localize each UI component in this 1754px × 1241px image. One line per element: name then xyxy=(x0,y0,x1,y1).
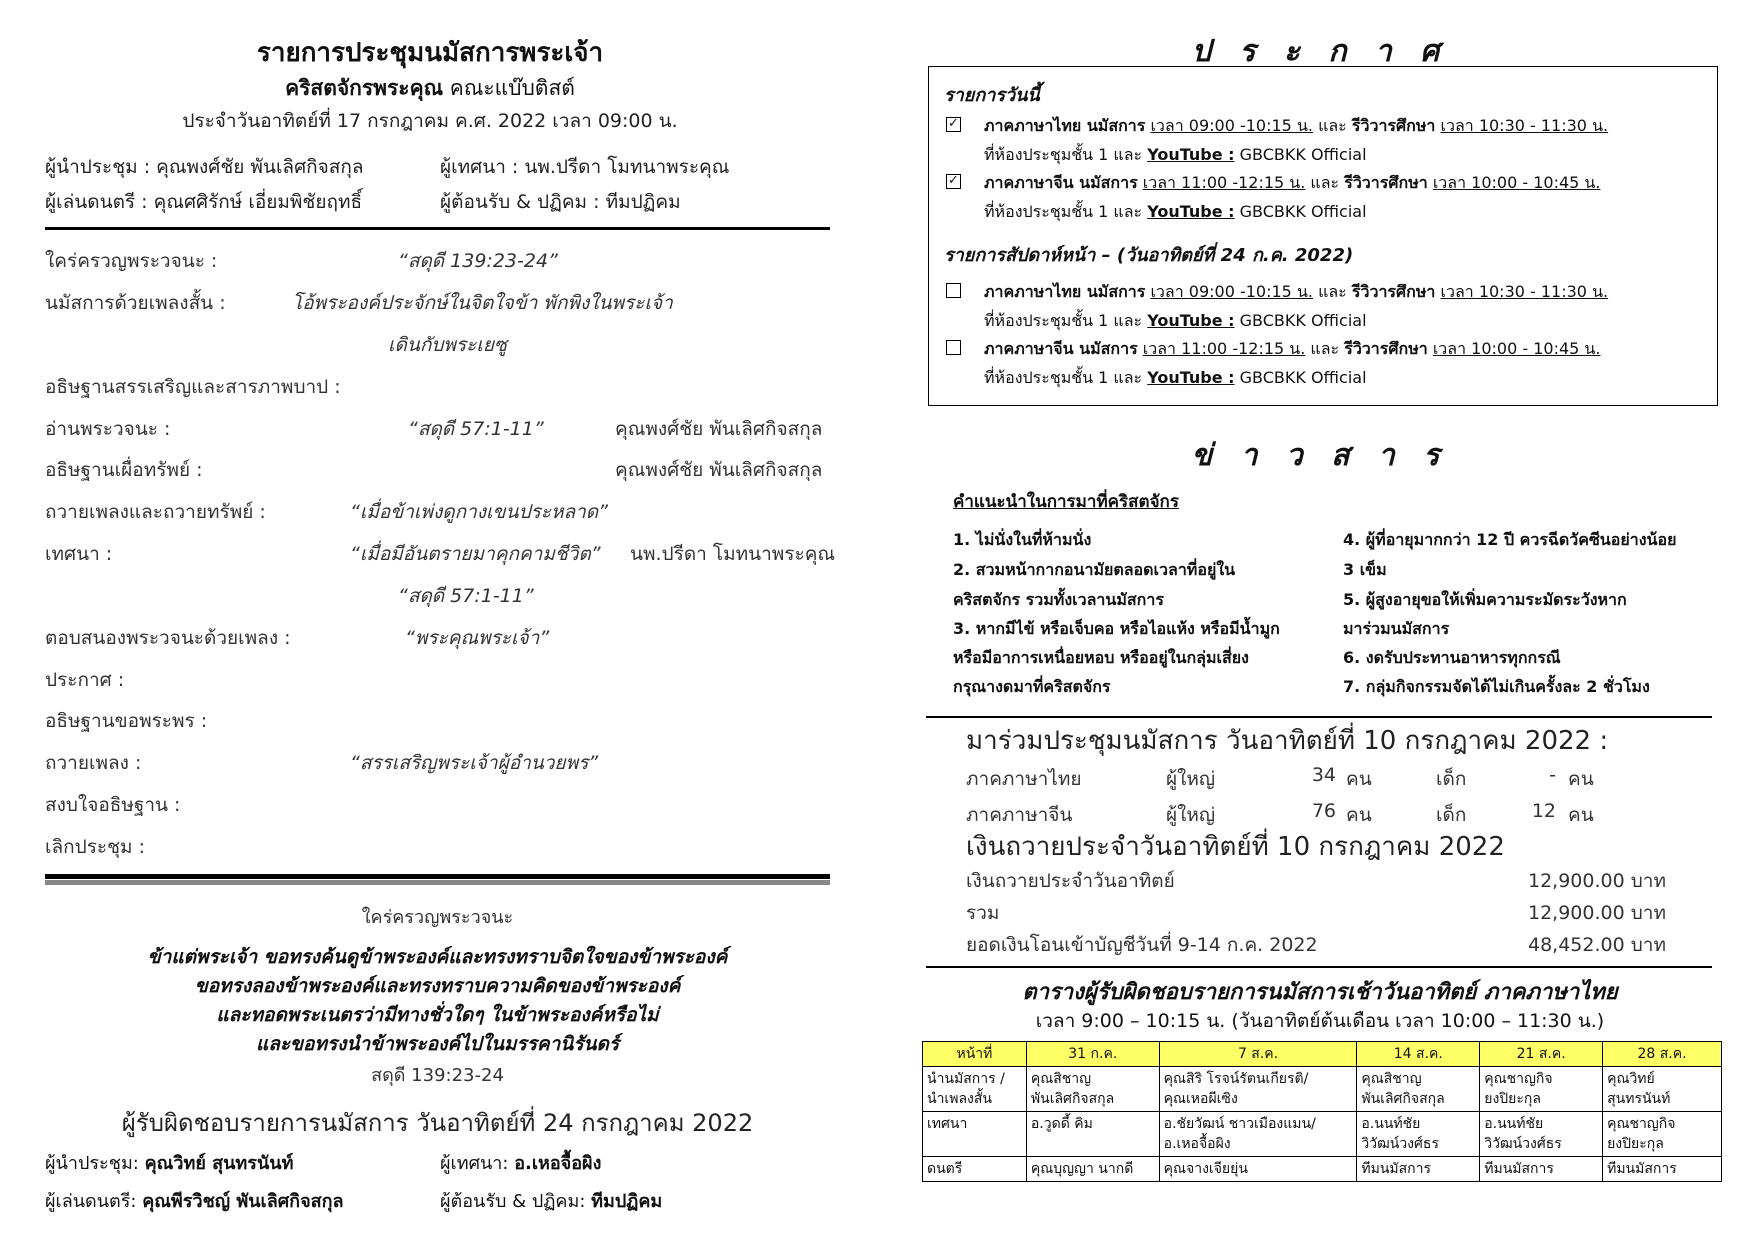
cell-line: พันเลิศกิจสกุล xyxy=(1361,1091,1445,1107)
preacher: ผู้เทศนา : นพ.ปรีดา โมทนาพระคุณ xyxy=(440,156,730,178)
role-cell xyxy=(923,1067,1027,1112)
adult-label: ผู้ใหญ่ xyxy=(1166,768,1216,790)
table-cell xyxy=(1480,1157,1603,1182)
news-subheading: คำแนะนำในการมาที่คริสตจักร xyxy=(953,492,1179,512)
order-item: “สดุดี 57:1-11” xyxy=(398,585,534,607)
next-preacher xyxy=(440,1148,601,1177)
order-item: “เมื่อข้าเพ่งดูกางเขนประหลาด” xyxy=(350,501,608,523)
next-week-announcements-heading: รายการสัปดาห์หน้า – (วันอาทิตย์ที่ 24 ก.ค. 2022) xyxy=(944,245,1354,266)
order-item: “สรรเสริญพระเจ้าผู้อำนวยพร” xyxy=(350,752,599,774)
church-name-bold: คริสตจักรพระคุณ xyxy=(285,76,444,100)
schedule-table xyxy=(922,1041,1722,1182)
next-leader xyxy=(45,1148,293,1177)
offering-amount: 48,452.00 บาท xyxy=(1528,934,1666,956)
order-item: “เมื่อมีอันตรายมาคุกคามชีวิต” xyxy=(350,543,601,565)
verse-line: ขอทรงลองข้าพระองค์และทรงทราบความคิดของข้าพระองค์ xyxy=(194,975,681,997)
announcement-location xyxy=(984,309,1367,334)
order-item: “สดุดี 57:1-11” xyxy=(408,418,544,440)
service-time: เวลา 09:00 -10:15 น. xyxy=(1150,282,1313,301)
table-cell xyxy=(1603,1157,1722,1182)
next-musician-name: คุณพีรวิชญ์ พันเลิศกิจสกุล xyxy=(142,1191,344,1212)
guideline-line: คริสตจักร รวมทั้งเวลานมัสการ xyxy=(953,590,1164,609)
guideline-line: 5. ผู้สูงอายุขอให้เพิ่มความระมัดระวังหาก xyxy=(1343,590,1627,609)
unit: คน xyxy=(1568,804,1594,826)
checkbox-checked-icon: ✓ xyxy=(946,174,961,189)
announcement-location xyxy=(984,143,1367,168)
table-row xyxy=(923,1067,1722,1112)
service-name: ภาคภาษาไทย นมัสการ xyxy=(984,282,1146,301)
cell-line: คุณสิชาญ xyxy=(1030,1071,1092,1087)
cell-line: คุณวิทย์ xyxy=(1607,1071,1655,1087)
checkbox-unchecked-icon xyxy=(946,340,961,355)
meditation-heading: ใคร่ครวญพระวจนะ xyxy=(361,907,514,928)
program-title: รายการประชุมนมัสการพระเจ้า xyxy=(256,38,604,68)
service-date: ประจำวันอาทิตย์ที่ 17 กรกฎาคม ค.ศ. 2022 เวลา 09:00 น. xyxy=(182,110,678,132)
guideline-line: หรือมีอาการเหนื่อยหอบ หรืออยู่ในกลุ่มเสี่ยง xyxy=(953,648,1249,667)
checkbox-unchecked-icon xyxy=(946,283,961,298)
table-cell xyxy=(1159,1112,1357,1157)
offering-label: เงินถวายประจำวันอาทิตย์ xyxy=(966,870,1175,892)
class-time: เวลา 10:30 - 11:30 น. xyxy=(1440,116,1609,135)
table-cell xyxy=(1026,1112,1159,1157)
checkbox-checked-icon: ✓ xyxy=(946,117,961,132)
divider xyxy=(45,874,830,879)
service-time: เวลา 09:00 -10:15 น. xyxy=(1150,116,1313,135)
church-name xyxy=(30,72,830,105)
order-label: ถวายเพลง : xyxy=(45,752,142,774)
table-header-cell: 28 ส.ค. xyxy=(1603,1042,1722,1067)
next-preacher-label: ผู้เทศนา: xyxy=(440,1153,509,1174)
order-label: อ่านพระวจนะ : xyxy=(45,418,171,440)
schedule-heading: ตารางผู้รับผิดชอบรายการนมัสการเช้าวันอาทิตย์ ภาคภาษาไทย xyxy=(1022,980,1618,1005)
cell-line: ทีมนมัสการ xyxy=(1484,1161,1554,1177)
table-cell xyxy=(1159,1067,1357,1112)
role-cell xyxy=(923,1157,1027,1182)
announcement-location xyxy=(984,200,1367,225)
guideline-line: 6. งดรับประทานอาหารทุกกรณี xyxy=(1343,648,1561,667)
youtube-link[interactable]: YouTube : xyxy=(1147,311,1235,330)
channel-name: GBCBKK Official xyxy=(1239,145,1367,164)
class-time: เวลา 10:30 - 11:30 น. xyxy=(1440,282,1609,301)
order-label: ตอบสนองพระวจนะด้วยเพลง : xyxy=(45,627,291,649)
order-label: อธิษฐานเผื่อทรัพย์ : xyxy=(45,459,203,481)
verse-line: และขอทรงนำข้าพระองค์ไปในมรรคานิรันดร์ xyxy=(255,1033,620,1055)
verse-reference: สดุดี 139:23-24 xyxy=(371,1065,504,1086)
table-row xyxy=(923,1112,1722,1157)
child-label: เด็ก xyxy=(1436,768,1467,790)
table-cell xyxy=(1159,1157,1357,1182)
offering-amount: 12,900.00 บาท xyxy=(1528,902,1666,924)
adult-label: ผู้ใหญ่ xyxy=(1166,804,1216,826)
cell-line: คุณบุญญา นากดี xyxy=(1030,1161,1134,1177)
cell-line: อ.วูดดี้ คิม xyxy=(1030,1116,1093,1132)
cell-line: สุนทรนันท์ xyxy=(1607,1091,1671,1107)
order-label: เลิกประชุม : xyxy=(45,836,145,858)
service-name: ภาคภาษาจีน นมัสการ xyxy=(984,339,1138,358)
attendance-group: ภาคภาษาจีน xyxy=(966,804,1073,826)
today-heading: รายการวันนี้ xyxy=(944,85,1040,106)
channel-name: GBCBKK Official xyxy=(1239,368,1367,387)
table-header-row xyxy=(923,1042,1722,1067)
next-leader-name: คุณวิทย์ สุนทรนันท์ xyxy=(144,1153,294,1174)
cell-line: วิวัฒน์วงศ์ธร xyxy=(1484,1136,1562,1152)
cell-line: นำนมัสการ / xyxy=(927,1071,1005,1087)
divider xyxy=(926,716,1712,718)
offering-label: ยอดเงินโอนเข้าบัญชีวันที่ 9-14 ก.ค. 2022 xyxy=(966,934,1318,956)
service-name: ภาคภาษาจีน นมัสการ xyxy=(984,173,1138,192)
order-label: ถวายเพลงและถวายทรัพย์ : xyxy=(45,501,266,523)
divider xyxy=(45,227,830,230)
next-preacher-name: อ.เหอจื้อผิง xyxy=(514,1153,602,1174)
cell-line: อ.นนท์ชัย xyxy=(1484,1116,1544,1132)
order-label: อธิษฐานสรรเสริญและสารภาพบาป : xyxy=(45,376,341,398)
unit: คน xyxy=(1568,768,1594,790)
guideline-line: 1. ไม่นั่งในที่ห้ามนั่ง xyxy=(953,530,1092,549)
announcement-line xyxy=(984,280,1608,305)
cell-line: ดนตรี xyxy=(927,1161,963,1177)
order-item: “พระคุณพระเจ้า” xyxy=(405,627,550,649)
cell-line: คุณสิริ โรจน์รัตนเกียรติ/ xyxy=(1163,1071,1309,1087)
divider xyxy=(926,966,1712,968)
divider-shadow xyxy=(45,880,830,885)
adult-count: 76 xyxy=(1311,800,1336,822)
table-cell xyxy=(1603,1112,1722,1157)
conjunction: และ xyxy=(1310,339,1340,358)
location: ที่ห้องประชุมชั้น 1 และ xyxy=(984,145,1143,164)
cell-line: พันเลิศกิจสกุล xyxy=(1030,1091,1115,1107)
cell-line: วิวัฒน์วงศ์ธร xyxy=(1361,1136,1439,1152)
cell-line: นำเพลงสั้น xyxy=(927,1091,992,1107)
guideline-line: 3. หากมีไข้ หรือเจ็บคอ หรือไอแห้ง หรือมีน้ำมูก xyxy=(953,619,1280,638)
attendance-heading: มาร่วมประชุมนมัสการ วันอาทิตย์ที่ 10 กรกฎาคม 2022 : xyxy=(966,726,1609,756)
channel-name: GBCBKK Official xyxy=(1239,202,1367,221)
service-time: เวลา 11:00 -12:15 น. xyxy=(1142,173,1306,192)
next-leader-label: ผู้นำประชุม: xyxy=(45,1153,139,1174)
table-row xyxy=(923,1157,1722,1182)
order-person: คุณพงศ์ชัย พันเลิศกิจสกุล xyxy=(615,459,823,481)
usher: ผู้ต้อนรับ & ปฏิคม : ทีมปฏิคม xyxy=(440,191,681,213)
cell-line: คุณชาญกิจ xyxy=(1484,1071,1553,1087)
cell-line: คุณจางเจียยุ่น xyxy=(1163,1161,1248,1177)
child-label: เด็ก xyxy=(1436,804,1467,826)
order-label: สงบใจอธิษฐาน : xyxy=(45,794,181,816)
attendance-group: ภาคภาษาไทย xyxy=(966,768,1082,790)
cell-line: คุณเหอผีเซิง xyxy=(1163,1091,1238,1107)
cell-line: ทีมนมัสการ xyxy=(1607,1161,1677,1177)
cell-line: ยงปิยะกุล xyxy=(1607,1136,1664,1152)
guideline-line: 4. ผู้ที่อายุมากกว่า 12 ปี ควรฉีดวัคซีนอย่างน้อย xyxy=(1343,530,1677,549)
table-cell xyxy=(1357,1112,1480,1157)
table-cell xyxy=(1480,1112,1603,1157)
unit: คน xyxy=(1346,804,1372,826)
next-musician-label: ผู้เล่นดนตรี: xyxy=(45,1191,137,1212)
next-usher-name: ทีมปฏิคม xyxy=(591,1191,663,1212)
table-cell xyxy=(1357,1157,1480,1182)
class-name: รีวิวารศึกษา xyxy=(1344,173,1428,192)
service-time: เวลา 11:00 -12:15 น. xyxy=(1142,339,1306,358)
conjunction: และ xyxy=(1318,282,1347,301)
order-label: ใคร่ครวญพระวจนะ : xyxy=(45,250,218,272)
table-header-cell: 7 ส.ค. xyxy=(1159,1042,1357,1067)
announcement-line xyxy=(984,114,1608,139)
guideline-line: 3 เข็ม xyxy=(1343,560,1387,579)
order-label: ประกาศ : xyxy=(45,669,125,691)
announcement-location xyxy=(984,366,1367,391)
table-header-cell: หน้าที่ xyxy=(923,1042,1027,1067)
next-usher-label: ผู้ต้อนรับ & ปฏิคม: xyxy=(440,1191,586,1212)
conjunction: และ xyxy=(1310,173,1340,192)
unit: คน xyxy=(1346,768,1372,790)
cell-line: คุณชาญกิจ xyxy=(1607,1116,1676,1132)
class-name: รีวิวารศึกษา xyxy=(1351,282,1436,301)
order-item: โอ้พระองค์ประจักษ์ในจิตใจข้า พักพิงในพระเจ้า xyxy=(292,292,673,314)
class-name: รีวิวารศึกษา xyxy=(1351,116,1436,135)
child-count: 12 xyxy=(1531,800,1556,822)
order-label: เทศนา : xyxy=(45,543,113,565)
table-header-cell: 31 ก.ค. xyxy=(1026,1042,1159,1067)
announcement-line xyxy=(984,337,1600,362)
announcements-heading: ป ร ะ ก า ศ xyxy=(1191,34,1449,69)
cell-line: คุณสิชาญ xyxy=(1361,1071,1422,1087)
adult-count: 34 xyxy=(1311,764,1336,786)
musician: ผู้เล่นดนตรี : คุณศศิรักษ์ เอี่ยมพิชัยฤทธิ์ xyxy=(45,191,363,213)
location: ที่ห้องประชุมชั้น 1 และ xyxy=(984,368,1143,387)
class-time: เวลา 10:00 - 10:45 น. xyxy=(1432,339,1601,358)
leader: ผู้นำประชุม : คุณพงศ์ชัย พันเลิศกิจสกุล xyxy=(45,156,364,178)
order-item: เดินกับพระเยซู xyxy=(388,334,507,356)
schedule-subheading: เวลา 9:00 – 10:15 น. (วันอาทิตย์ต้นเดือน เวลา 10:00 – 11:30 น.) xyxy=(1035,1010,1605,1032)
table-header-cell: 14 ส.ค. xyxy=(1357,1042,1480,1067)
order-label: อธิษฐานขอพระพร : xyxy=(45,710,208,732)
role-cell xyxy=(923,1112,1027,1157)
table-cell xyxy=(1026,1067,1159,1112)
class-name: รีวิวารศึกษา xyxy=(1344,339,1428,358)
location: ที่ห้องประชุมชั้น 1 และ xyxy=(984,311,1143,330)
next-week-heading: ผู้รับผิดชอบรายการนมัสการ วันอาทิตย์ที่ 24 กรกฎาคม 2022 xyxy=(121,1109,754,1137)
next-usher xyxy=(440,1186,662,1215)
conjunction: และ xyxy=(1318,116,1347,135)
channel-name: GBCBKK Official xyxy=(1239,311,1367,330)
verse-line: และทอดพระเนตรว่ามีทางชั่วใดๆ ในข้าพระองค์หรือไม่ xyxy=(216,1004,659,1026)
order-label: นมัสการด้วยเพลงสั้น : xyxy=(45,292,226,314)
cell-line: เทศนา xyxy=(927,1116,968,1132)
church-denomination: คณะแบ๊บติสต์ xyxy=(449,76,575,100)
table-header-cell: 21 ส.ค. xyxy=(1480,1042,1603,1067)
guideline-line: 7. กลุ่มกิจกรรมจัดได้ไม่เกินครั้งละ 2 ชั่วโมง xyxy=(1343,677,1650,696)
table-cell xyxy=(1480,1067,1603,1112)
guideline-line: มาร่วมนมัสการ xyxy=(1343,619,1450,638)
offering-amount: 12,900.00 บาท xyxy=(1528,870,1666,892)
news-heading: ข่ า ว ส า ร xyxy=(1191,438,1449,473)
order-person: นพ.ปรีดา โมทนาพระคุณ xyxy=(630,543,836,565)
guideline-line: กรุณางดมาที่คริสตจักร xyxy=(953,677,1111,696)
youtube-link[interactable]: YouTube : xyxy=(1147,368,1235,387)
order-person: คุณพงศ์ชัย พันเลิศกิจสกุล xyxy=(615,418,823,440)
table-cell xyxy=(1026,1157,1159,1182)
youtube-link[interactable]: YouTube : xyxy=(1147,202,1235,221)
class-time: เวลา 10:00 - 10:45 น. xyxy=(1432,173,1601,192)
cell-line: อ.นนท์ชัย xyxy=(1361,1116,1421,1132)
child-count: - xyxy=(1549,764,1556,786)
cell-line: อ.ชัยวัฒน์ ชาวเมืองแมน/ xyxy=(1163,1116,1316,1132)
order-item: “สดุดี 139:23-24” xyxy=(398,250,558,272)
next-musician xyxy=(45,1186,344,1215)
service-name: ภาคภาษาไทย นมัสการ xyxy=(984,116,1146,135)
cell-line: ยงปิยะกุล xyxy=(1484,1091,1541,1107)
table-cell xyxy=(1357,1067,1480,1112)
cell-line: อ.เหอจื้อผิง xyxy=(1163,1136,1231,1152)
table-cell xyxy=(1603,1067,1722,1112)
youtube-link[interactable]: YouTube : xyxy=(1147,145,1235,164)
offering-label: รวม xyxy=(966,902,1000,924)
announcement-line xyxy=(984,171,1600,196)
cell-line: ทีมนมัสการ xyxy=(1361,1161,1432,1177)
guideline-line: 2. สวมหน้ากากอนามัยตลอดเวลาที่อยู่ใน xyxy=(953,560,1236,579)
verse-line: ข้าแต่พระเจ้า ขอทรงค้นดูข้าพระองค์และทรงทราบจิตใจของข้าพระองค์ xyxy=(147,946,728,968)
offering-heading: เงินถวายประจำวันอาทิตย์ที่ 10 กรกฎาคม 2022 xyxy=(966,832,1505,862)
location: ที่ห้องประชุมชั้น 1 และ xyxy=(984,202,1143,221)
